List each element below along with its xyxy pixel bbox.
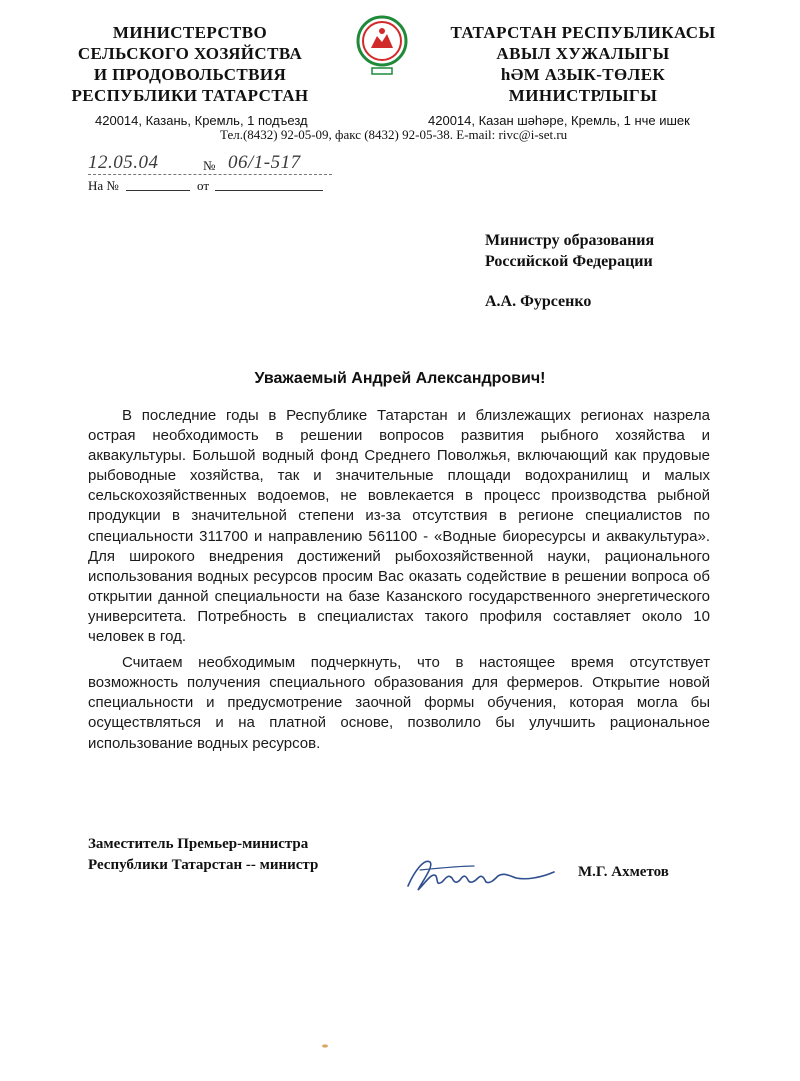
header-left-line: И ПРОДОВОЛЬСТВИЯ [93, 65, 287, 84]
addressee-title [485, 230, 654, 272]
header-left-line: МИНИСТЕРСТВО [112, 23, 268, 42]
signatory-title-line: Заместитель Премьер-министра [88, 836, 309, 852]
header-left-line: РЕСПУБЛИКИ ТАТАРСТАН [71, 86, 309, 105]
addressee-line: Российской Федерации [485, 253, 653, 270]
address-tatar: 420014, Казан шәһәре, Кремль, 1 нче ишек [428, 113, 690, 128]
tatarstan-emblem-icon [355, 14, 409, 84]
outgoing-number: 06/1-517 [228, 152, 301, 173]
ministry-name-tatar [418, 22, 748, 106]
address-russian: 420014, Казань, Кремль, 1 подъезд [95, 113, 308, 128]
outgoing-date: 12.05.04 [88, 152, 159, 173]
header-right-line: ТАТАРСТАН РЕСПУБЛИКАСЫ [450, 23, 716, 42]
letter-body [88, 406, 710, 760]
paper-speck [322, 1044, 328, 1048]
salutation: Уважаемый Андрей Александрович! [254, 370, 546, 387]
registration-divider [88, 174, 332, 175]
header-right-line: hӘМ АЗЫК-ТӨЛЕК [500, 65, 666, 84]
body-paragraph: Считаем необходимым подчеркнуть, что в настоящее время отсутствует возможность получения специального образования для фермеров. Открытие новой специальности и предусмотрение заочной формы обучения, которая могла бы осуществляться и на платной основе, позволило бы улучшить рациональное использование водных ресурсов. [88, 654, 710, 752]
addressee-name: А.А. Фурсенко [485, 293, 592, 310]
addressee-line: Министру образования [485, 232, 655, 249]
reply-date-label: от [197, 178, 210, 193]
header-left-line: СЕЛЬСКОГО ХОЗЯЙСТВА [77, 44, 303, 63]
number-label: № [203, 158, 216, 173]
header-right-line: АВЫЛ ХУЖАЛЫГЫ [496, 44, 670, 63]
signatory-title-line: Республики Татарстан -- министр [88, 857, 319, 873]
signatory-name: М.Г. Ахметов [578, 864, 669, 880]
reply-to-label: На № [88, 178, 119, 193]
reply-date-blank [215, 190, 323, 191]
header-right-line: МИНИСТРЛЫГЫ [508, 86, 658, 105]
contact-info: Тел.(8432) 92-05-09, факс (8432) 92-05-38. E-mail: rivc@i-set.ru [220, 127, 568, 142]
signatory-title [88, 834, 318, 876]
body-paragraph: В последние годы в Республике Татарстан и близлежащих регионах назрела острая необходимость в решении вопросов развития рыбного хозяйства и аквакультуры. Большой водный фонд Среднего Поволжья, включающий как прудовые рыбоводные хозяйства, так и значительные площади водохранилищ и малых сельскохозяйственных водоемов, не вовлекается в процесс производства рыбной продукции в значительной степени из-за отсутствия в регионе специалистов по специальности 311700 и направлению 561100 - «Водные биоресурсы и аквакультура». Для широкого внедрения достижений рыбохозяйственной науки, рационального использования водных ресурсов просим Вас оказать содействие в решении вопроса об открытии данной специальности на базе Казанского государственного энергетического университета. Потребность в специалистах такого профиля составляет около 10 человек в год. [88, 407, 710, 646]
handwritten-signature [400, 842, 560, 902]
reply-to-blank [126, 190, 190, 191]
ministry-name-russian [40, 22, 340, 106]
